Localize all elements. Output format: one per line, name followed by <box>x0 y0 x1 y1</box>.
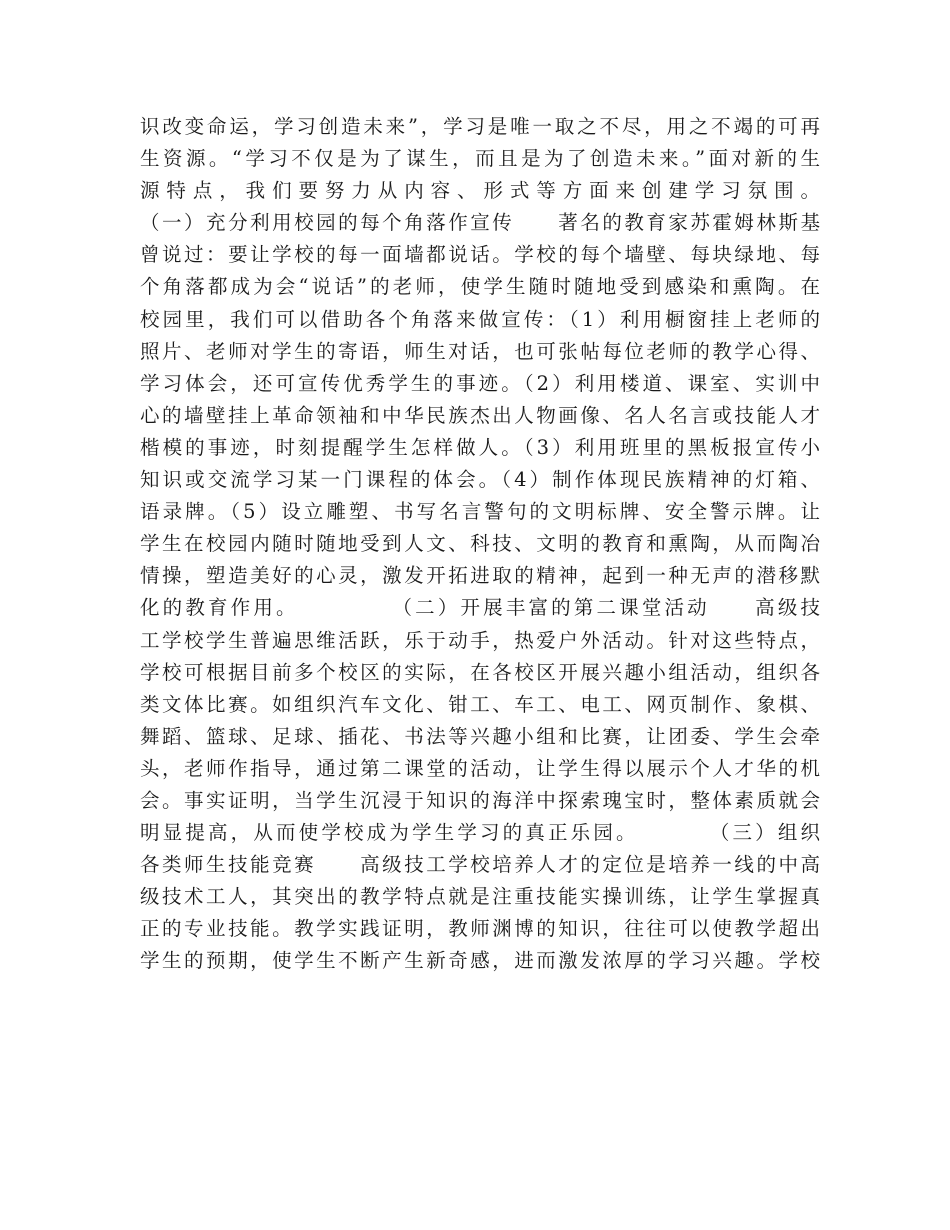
text-line: 会。事实证明，当学生沉浸于知识的海洋中探索瑰宝时，整体素质就会 <box>140 788 820 812</box>
text-line: 情操，塑造美好的心灵，激发开拓进取的精神，起到一种无声的潜移默 <box>140 564 820 588</box>
text-line: 工学校学生普遍思维活跃，乐于动手，热爱户外活动。针对这些特点， <box>140 628 820 652</box>
body-text <box>140 111 820 978</box>
text-line: 正的专业技能。教学实践证明，教师渊博的知识，往往可以使教学超出 <box>140 917 820 941</box>
text-line: 心的墙壁挂上革命领袖和中华民族杰出人物画像、名人名言或技能人才 <box>140 403 820 427</box>
text-line: 识改变命运，学习创造未来”，学习是唯一取之不尽，用之不竭的可再 <box>140 115 820 138</box>
text-line: 校园里，我们可以借助各个角落来做宣传：（1）利用橱窗挂上老师的 <box>140 307 820 331</box>
text-line: 级技术工人，其突出的教学特点就是注重技能实操训练，让学生掌握真 <box>140 885 820 909</box>
text-line: 类文体比赛。如组织汽车文化、钳工、车工、电工、网页制作、象棋、 <box>140 692 820 716</box>
text-line: 曾说过：要让学校的每一面墙都说话。学校的每个墙壁、每块绿地、每 <box>140 243 820 267</box>
text-line: 化的教育作用。 （二）开展丰富的第二课堂活动 高级技 <box>140 596 820 620</box>
text-line: 源特点，我们要努力从内容、形式等方面来创建学习氛围。 <box>140 179 820 203</box>
text-line: 语录牌。（5）设立雕塑、书写名言警句的文明标牌、安全警示牌。让 <box>140 500 820 524</box>
text-line: 明显提高，从而使学校成为学生学习的真正乐园。 （三）组织 <box>140 821 820 845</box>
text-line: 头，老师作指导，通过第二课堂的活动，让学生得以展示个人才华的机 <box>140 756 820 780</box>
text-line: 学生的预期，使学生不断产生新奇感，进而激发浓厚的学习兴趣。学校 <box>140 949 820 973</box>
text-line: 学校可根据目前多个校区的实际，在各校区开展兴趣小组活动，组织各 <box>140 660 820 684</box>
text-line: 照片、老师对学生的寄语，师生对话，也可张帖每位老师的教学心得、 <box>140 339 820 363</box>
text-line: 生资源。“学习不仅是为了谋生，而且是为了创造未来。”面对新的生 <box>140 147 820 171</box>
text-line: 学习体会，还可宣传优秀学生的事迹。（2）利用楼道、课室、实训中 <box>140 371 820 395</box>
text-line: 楷模的事迹，时刻提醒学生怎样做人。（3）利用班里的黑板报宣传小 <box>140 435 820 459</box>
text-line: 知识或交流学习某一门课程的体会。（4）制作体现民族精神的灯箱、 <box>140 468 820 492</box>
text-line: 学生在校园内随时随地受到人文、科技、文明的教育和熏陶，从而陶冶 <box>140 532 820 556</box>
text-line: 个角落都成为会“说话”的老师，使学生随时随地受到感染和熏陶。在 <box>140 275 820 299</box>
text-line: 舞蹈、篮球、足球、插花、书法等兴趣小组和比赛，让团委、学生会牵 <box>140 724 820 748</box>
text-line: （一）充分利用校园的每个角落作宣传 著名的教育家苏霍姆林斯基 <box>140 211 820 235</box>
text-line: 各类师生技能竞赛 高级技工学校培养人才的定位是培养一线的中高 <box>140 853 820 877</box>
